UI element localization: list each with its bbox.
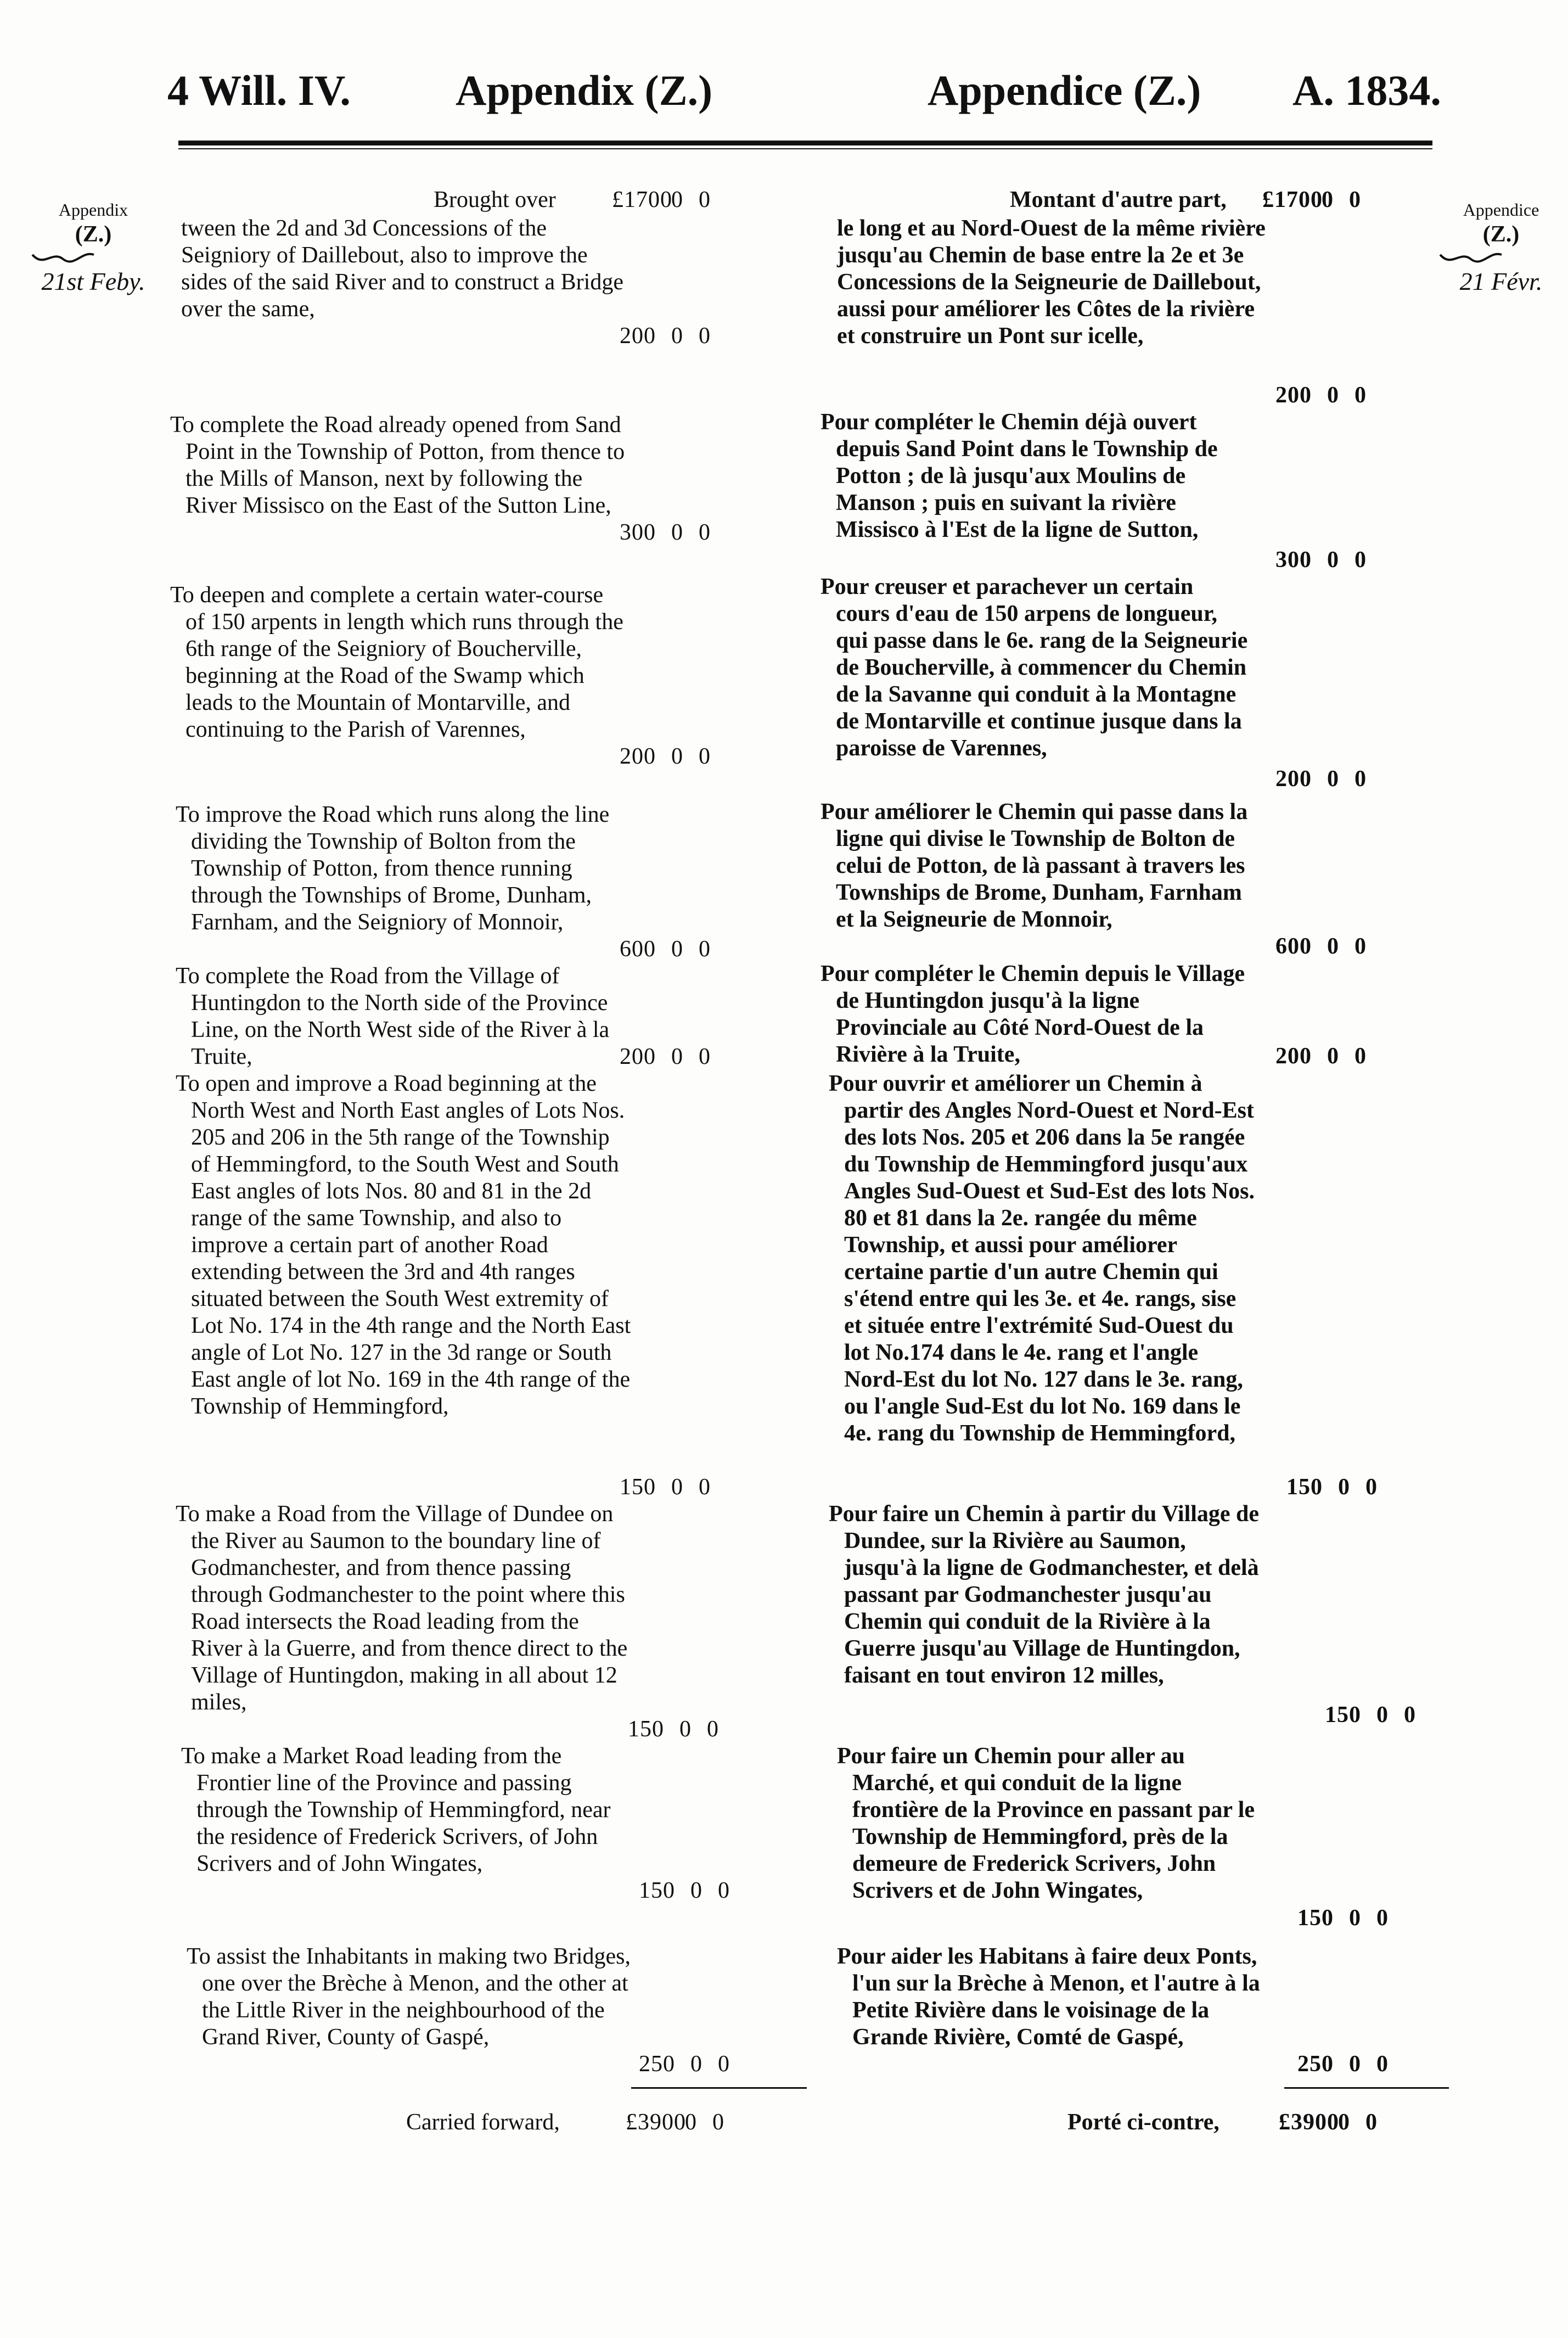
amount-pence: 0: [699, 1474, 711, 1500]
amount-pence: 0: [1365, 2110, 1378, 2135]
carried-forward-label: Carried forward,: [406, 2110, 560, 2135]
amount-pence: 0: [1355, 547, 1367, 573]
item-text: To make a Market Road leading from the Frontier line of the Province and passing through the Township of Hemmingford, near the residence of Frederick Scrivers, of John Scrivers and of John Wingates,: [181, 1743, 611, 1876]
margin-appendix-letter: (Z.): [75, 222, 112, 248]
english-item-7: [176, 1501, 631, 1716]
amount-pence: 0: [1376, 2051, 1389, 2077]
amount-shillings: 0: [690, 2051, 702, 2077]
amount-shillings: 0: [671, 937, 683, 962]
item-text: tween the 2d and 3d Concessions of the Seigniory of Daillebout, also to improve the sides of the said River and to construct a Bridge over the same,: [181, 216, 623, 322]
amount-pounds: 200: [620, 744, 656, 769]
porte-amount: [1279, 2109, 1378, 2135]
carried-forward-amount: [626, 2109, 724, 2135]
margin-label: Appendice: [1463, 200, 1539, 220]
amount-shillings: 0: [671, 520, 683, 545]
amount-pounds: 150: [1297, 1905, 1334, 1931]
english-item-8: [181, 1743, 637, 1877]
english-item-4: [176, 801, 631, 936]
french-item-5: [820, 961, 1251, 1068]
english-item-9: [187, 1943, 642, 2051]
amount-pence: 0: [707, 1717, 719, 1742]
amount-shillings: 0: [671, 744, 683, 769]
margin-date: 21st Feby.: [41, 267, 145, 296]
amount-shillings: 0: [671, 1474, 683, 1500]
english-item-6: [176, 1070, 631, 1420]
amount-pounds: 250: [639, 2051, 675, 2077]
french-item-5-amount: [1268, 1043, 1367, 1069]
french-item-2: [820, 409, 1251, 543]
amount-pence: 0: [1355, 766, 1367, 792]
amount-pence: 0: [718, 1878, 730, 1903]
amount-pence: 0: [712, 2110, 724, 2135]
amount-pence: 0: [699, 187, 711, 212]
item-text: Pour compléter le Chemin déjà ouvert depuis Sand Point dans le Township de Potton ; de là jusqu'aux Moulins de Manson ; puis en suivant la rivière Missisco à l'Est de la ligne de Sutton,: [820, 410, 1218, 542]
item-text: To assist the Inhabitants in making two Bridges, one over the Brèche à Menon, and the other at the Little River in the neighbourhood of the Grand River, County of Gaspé,: [187, 1944, 631, 2050]
english-item-3-amount: [612, 743, 711, 770]
english-item-7-amount: [620, 1716, 719, 1742]
amount-shillings: 0: [1338, 1474, 1350, 1500]
amount-shillings: 0: [1327, 1044, 1339, 1069]
amount-pence: 0: [699, 744, 711, 769]
flourish-icon: [1438, 249, 1504, 268]
amount-pence: 0: [1349, 187, 1361, 212]
porte-label: Porté ci-contre,: [1067, 2110, 1219, 2135]
french-item-4: [820, 799, 1251, 933]
amount-pence: 0: [699, 520, 711, 545]
header-right-title: Appendice (Z.): [928, 66, 1201, 114]
flourish-icon: [30, 249, 96, 268]
header-rule-thin: [178, 148, 1432, 149]
amount-pounds: 300: [1275, 547, 1312, 573]
amount-shillings: 0: [1327, 547, 1339, 573]
amount-shillings: 0: [1349, 1905, 1361, 1931]
french-item-6: [829, 1070, 1260, 1447]
margin-note-right: [1438, 200, 1564, 296]
header-reign: 4 Will. IV.: [167, 66, 351, 114]
amount-shillings: 0: [685, 2110, 697, 2135]
item-text: Pour ouvrir et améliorer un Chemin à partir des Angles Nord-Ouest et Nord-Est des lots Nos. 205 et 206 dans la 5e rangée du Township de Hemmingford jusqu'aux Angles Sud-Ouest et Sud-Est des lots Nos. 80 et 81 dans la 2e. rangée du même Township, et aussi pour améliorer certaine partie d'un autre Chemin qui s'étend entre qui les 3e. et 4e. rangs, sise et située entre l'extrémité Sud-Ouest du lot No.174 dans le 4e. rang et l'angle Nord-Est du lot No. 127 dans le 3e. rang, ou l'angle Sud-Est du lot No. 169 dans le 4e. rang du Township de Hemmingford,: [829, 1071, 1255, 1446]
amount-pence: 0: [699, 323, 711, 349]
brought-over-label: Brought over: [434, 187, 556, 212]
item-text: To complete the Road already opened from Sand Point in the Township of Potton, from thence to the Mills of Manson, next by following the River Missisco on the East of the Sutton Line,: [170, 412, 625, 518]
amount-pence: 0: [718, 2051, 730, 2077]
amount-pounds: £3900: [626, 2110, 686, 2135]
amount-pence: 0: [1355, 383, 1367, 408]
amount-pounds: 150: [1286, 1474, 1323, 1500]
english-item-1: [181, 215, 637, 323]
french-item-8-amount: [1290, 1905, 1389, 1931]
amount-pence: 0: [1355, 1044, 1367, 1069]
french-item-3-amount: [1268, 766, 1367, 792]
french-item-7-amount: [1317, 1702, 1416, 1728]
french-item-9: [837, 1943, 1268, 2051]
amount-shillings: 0: [679, 1717, 692, 1742]
header-year: A. 1834.: [1292, 66, 1441, 114]
amount-pounds: £1700: [612, 187, 672, 212]
amount-shillings: 0: [671, 187, 683, 212]
amount-pounds: 600: [1275, 934, 1312, 959]
english-item-9-amount: [631, 2051, 730, 2077]
english-item-3: [170, 582, 626, 743]
amount-shillings: 0: [1349, 2051, 1361, 2077]
amount-shillings: 0: [1338, 2110, 1350, 2135]
amount-pence: 0: [699, 937, 711, 962]
english-item-5: [176, 963, 631, 1070]
amount-pounds: 200: [620, 323, 656, 349]
amount-pounds: 250: [1297, 2051, 1334, 2077]
french-item-1: [837, 215, 1268, 350]
item-text: le long et au Nord-Ouest de la même rivière jusqu'au Chemin de base entre la 2e et 3e Concessions de la Seigneurie de Daillebout, aussi pour améliorer les Côtes de la rivière et construire un Pont sur icelle,: [837, 216, 1266, 349]
english-item-5-amount: [612, 1044, 711, 1070]
english-item-1-amount: [612, 323, 711, 349]
item-text: Pour faire un Chemin pour aller au Marché, et qui conduit de la ligne frontière de la Province en passant par le Township de Hemmingford, près de la demeure de Frederick Scrivers, John Scrivers et de John Wingates,: [837, 1743, 1255, 1903]
header-left-title: Appendix (Z.): [456, 66, 713, 114]
amount-shillings: 0: [1376, 1702, 1389, 1728]
margin-date: 21 Févr.: [1459, 267, 1543, 296]
amount-pence: 0: [1355, 934, 1367, 959]
amount-pounds: 600: [620, 937, 656, 962]
margin-appendix-letter: (Z.): [1482, 222, 1520, 248]
item-text: To deepen and complete a certain water-course of 150 arpents in length which runs through the 6th range of the Seigniory of Boucherville, beginning at the Road of the Swamp which leads to the Mountain of Montarville, and continuing to the Parish of Varennes,: [170, 582, 623, 742]
english-item-8-amount: [631, 1877, 730, 1904]
item-text: To improve the Road which runs along the line dividing the Township of Bolton from the Township of Potton, from thence running through the Townships of Brome, Dunham, Farnham, and the Seigniory of Monnoir,: [176, 802, 610, 935]
amount-pounds: 200: [620, 1044, 656, 1069]
item-text: Pour compléter le Chemin depuis le Village de Huntingdon jusqu'à la ligne Provinciale au Côté Nord-Ouest de la Rivière à la Truite,: [820, 961, 1245, 1067]
amount-pence: 0: [1376, 1905, 1389, 1931]
amount-pounds: 150: [620, 1474, 656, 1500]
amount-shillings: 0: [690, 1878, 702, 1903]
french-item-3: [820, 574, 1251, 762]
amount-pounds: 150: [1325, 1702, 1361, 1728]
english-item-2: [170, 412, 626, 519]
french-item-9-amount: [1290, 2051, 1389, 2077]
amount-pounds: £3900: [1279, 2110, 1339, 2135]
french-item-7: [829, 1501, 1260, 1689]
sum-rule: [631, 2087, 807, 2089]
item-text: Pour améliorer le Chemin qui passe dans la ligne qui divise le Township de Bolton de celui de Potton, de là passant à travers les Townships de Brome, Dunham, Farnham et la Seigneurie de Monnoir,: [820, 799, 1248, 932]
sum-rule: [1284, 2087, 1449, 2089]
amount-pence: 0: [1365, 1474, 1378, 1500]
montant-amount: [1262, 187, 1361, 213]
item-text: To open and improve a Road beginning at the North West and North East angles of Lots Nos. 205 and 206 in the 5th range of the Township of Hemmingford, to the South West and South East angles of lots Nos. 80 and 81 in the 2d range of the same Township, and also to improve a certain part of another Road extending between the 3rd and 4th ranges situated between the South West extremity of Lot No. 174 in the 4th range and the North East angle of Lot No. 127 in the 3d range or South East angle of lot No. 169 in the 4th range of the Township of Hemmingford,: [176, 1071, 631, 1419]
amount-shillings: 0: [1327, 383, 1339, 408]
french-item-4-amount: [1268, 933, 1367, 960]
english-item-6-amount: [612, 1474, 711, 1500]
item-text: Pour creuser et parachever un certain cours d'eau de 150 arpens de longueur, qui passe dans le 6e. rang de la Seigneurie de Boucherville, à commencer du Chemin de la Savanne qui conduit à la Montagne de Montarville et continue jusque dans la paroisse de Varennes,: [820, 574, 1248, 761]
amount-pounds: 200: [1275, 1044, 1312, 1069]
amount-shillings: 0: [1327, 934, 1339, 959]
margin-label: Appendix: [58, 200, 128, 220]
french-item-2-amount: [1268, 547, 1367, 573]
header-rule: [178, 141, 1432, 145]
french-item-8: [837, 1743, 1268, 1904]
amount-shillings: 0: [671, 323, 683, 349]
amount-pence: 0: [699, 1044, 711, 1069]
montant-label: Montant d'autre part,: [1010, 187, 1227, 212]
amount-pounds: 300: [620, 520, 656, 545]
english-item-2-amount: [612, 519, 711, 546]
amount-pounds: 200: [1275, 766, 1312, 792]
item-text: Pour aider les Habitans à faire deux Ponts, l'un sur la Brèche à Menon, et l'autre à la Petite Rivière dans le voisinage de la Grande Rivière, Comté de Gaspé,: [837, 1944, 1260, 2050]
english-item-4-amount: [612, 936, 711, 962]
amount-pence: 0: [1404, 1702, 1416, 1728]
amount-shillings: 0: [1327, 766, 1339, 792]
amount-shillings: 0: [671, 1044, 683, 1069]
item-text: Pour faire un Chemin à partir du Village de Dundee, sur la Rivière au Saumon, jusqu'à la ligne de Godmanchester, et delà passant par Godmanchester jusqu'au Chemin qui conduit de la Rivière à la Guerre jusqu'au Village de Huntingdon, faisant en tout environ 12 milles,: [829, 1501, 1260, 1688]
margin-note-left: [30, 200, 156, 296]
amount-shillings: 0: [1322, 187, 1334, 212]
item-text: To complete the Road from the Village of Huntingdon to the North side of the Province Line, on the North West side of the River à la Truite,: [176, 963, 610, 1069]
brought-over-amount: [612, 187, 711, 213]
french-item-6-amount: [1279, 1474, 1378, 1500]
amount-pounds: 150: [628, 1717, 664, 1742]
amount-pounds: 200: [1275, 383, 1312, 408]
item-text: To make a Road from the Village of Dundee on the River au Saumon to the boundary line of Godmanchester, and from thence passing through Godmanchester to the point where this Road intersects the Road leading from the River à la Guerre, and from thence direct to the Village of Huntingdon, making in all about 12 miles,: [176, 1501, 628, 1715]
french-item-1-amount: [1268, 382, 1367, 408]
amount-pounds: £1700: [1262, 187, 1323, 212]
amount-pounds: 150: [639, 1878, 675, 1903]
